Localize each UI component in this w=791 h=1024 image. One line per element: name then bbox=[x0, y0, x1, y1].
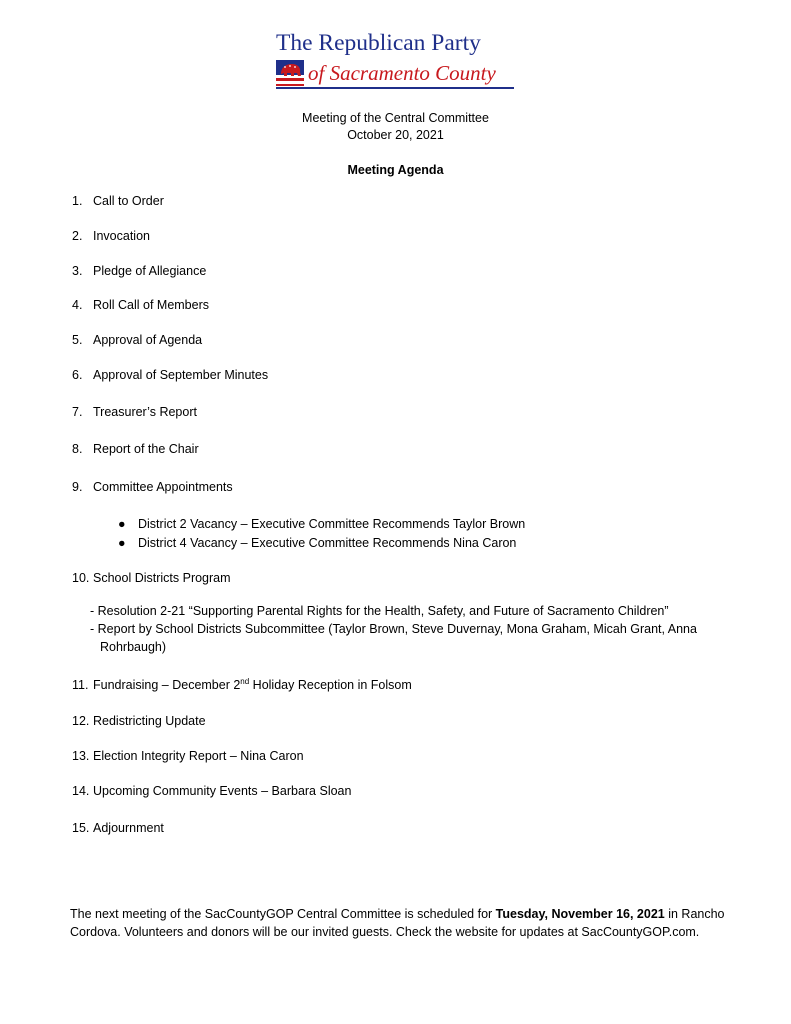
bullet-icon: ● bbox=[118, 536, 126, 550]
list-item bbox=[118, 517, 525, 531]
item-number: 15. bbox=[72, 821, 90, 835]
item-text: Approval of September Minutes bbox=[93, 368, 269, 382]
party-logo bbox=[276, 30, 518, 90]
agenda-item bbox=[72, 442, 199, 456]
item-number: 10. bbox=[72, 571, 90, 585]
sub-item: - Resolution 2-21 “Supporting Parental Rights for the Health, Safety, and Future of Sacramento Children” bbox=[90, 604, 669, 618]
meeting-date: October 20, 2021 bbox=[347, 128, 444, 142]
item-number: 7. bbox=[72, 405, 83, 419]
item-text: Committee Appointments bbox=[93, 480, 233, 494]
item-number: 4. bbox=[72, 298, 83, 312]
item-number: 12. bbox=[72, 714, 90, 728]
elephant-flag-icon bbox=[276, 60, 304, 86]
item-text: Invocation bbox=[93, 229, 150, 243]
agenda-item bbox=[72, 571, 231, 585]
agenda-item bbox=[72, 821, 164, 835]
sub-item-continuation: Rohrbaugh) bbox=[100, 640, 167, 654]
bullet-text: District 4 Vacancy – Executive Committee Recommends Nina Caron bbox=[138, 536, 517, 550]
item-number: 9. bbox=[72, 480, 83, 494]
item-text: Treasurer’s Report bbox=[93, 405, 197, 419]
agenda-item bbox=[72, 749, 304, 763]
list-item bbox=[118, 536, 516, 550]
sub-item: - Report by School Districts Subcommittee (Taylor Brown, Steve Duvernay, Mona Graham, Micah Grant, Anna bbox=[90, 622, 697, 636]
item-text: Pledge of Allegiance bbox=[93, 264, 207, 278]
logo-underline bbox=[276, 87, 514, 89]
item-number: 3. bbox=[72, 264, 83, 278]
agenda-item bbox=[72, 333, 202, 347]
item-number: 2. bbox=[72, 229, 83, 243]
item-text: Call to Order bbox=[93, 194, 164, 208]
bullet-icon: ● bbox=[118, 517, 126, 531]
meeting-title: Meeting of the Central Committee bbox=[302, 111, 489, 125]
note-text: The next meeting of the SacCountyGOP Central Committee is scheduled for bbox=[70, 907, 496, 921]
item-number: 14. bbox=[72, 784, 90, 798]
item-text: Fundraising – December 2 bbox=[93, 678, 241, 692]
agenda-heading: Meeting Agenda bbox=[347, 163, 444, 177]
item-number: 1. bbox=[72, 194, 83, 208]
agenda-item bbox=[72, 264, 206, 278]
item-text: Approval of Agenda bbox=[93, 333, 203, 347]
agenda-item bbox=[72, 298, 209, 312]
agenda-item bbox=[72, 405, 197, 419]
agenda-item bbox=[72, 678, 412, 692]
item-number: 11. bbox=[72, 678, 89, 692]
agenda-item bbox=[72, 784, 351, 798]
agenda-item bbox=[72, 480, 233, 494]
logo-title: The Republican Party bbox=[276, 30, 481, 56]
bullet-text: District 2 Vacancy – Executive Committee Recommends Taylor Brown bbox=[138, 517, 526, 531]
item-text: Roll Call of Members bbox=[93, 298, 210, 312]
agenda-item bbox=[72, 229, 150, 243]
item-number: 5. bbox=[72, 333, 83, 347]
ordinal-suffix: nd bbox=[240, 676, 250, 686]
agenda-item bbox=[72, 194, 164, 208]
agenda-item bbox=[72, 714, 206, 728]
item-text: Upcoming Community Events – Barbara Sloan bbox=[93, 784, 352, 798]
item-text: School Districts Program bbox=[93, 571, 231, 585]
next-meeting-note bbox=[70, 905, 750, 941]
item-text: Adjournment bbox=[93, 821, 164, 835]
logo-subtitle: of Sacramento County bbox=[308, 61, 496, 85]
item-text: Redistricting Update bbox=[93, 714, 206, 728]
next-meeting-date: Tuesday, November 16, 2021 bbox=[495, 907, 665, 921]
item-text: Election Integrity Report – Nina Caron bbox=[93, 749, 304, 763]
item-number: 6. bbox=[72, 368, 83, 382]
item-number: 13. bbox=[72, 749, 90, 763]
item-text: Report of the Chair bbox=[93, 442, 199, 456]
note-text-continued: in Rancho Cordova. Volunteers and donors will be our invited guests. Check the website for updates at SacCountyGOP.com. bbox=[70, 907, 725, 939]
item-text-continued: Holiday Reception in Folsom bbox=[249, 678, 412, 692]
agenda-item bbox=[72, 368, 268, 382]
item-number: 8. bbox=[72, 442, 83, 456]
